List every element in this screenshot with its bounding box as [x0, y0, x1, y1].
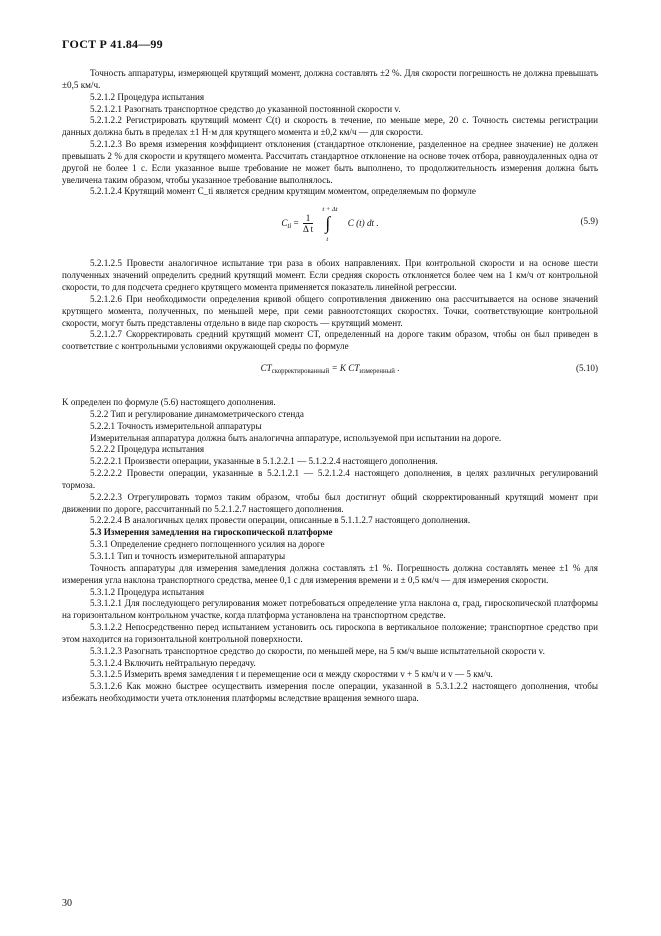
section-heading: 5.2.2.1 Точность измерительной аппаратуры [90, 420, 262, 431]
paragraph: 5.3.1.2.2 Непосредственно перед испытанием установить ось гироскопа в вертикальное положение; транспортное средство при этом находится на горизонтальной контрольной поверхности. [62, 622, 598, 644]
paragraph: Измерительная аппаратура должна быть аналогична аппаратуре, используемой при испытании на дороге. [90, 432, 502, 443]
section-heading: 5.2.2 Тип и регулирование динамометрического стенда [90, 408, 304, 419]
integral-symbol: ∫ [325, 213, 331, 234]
fraction-denominator: Δ t [302, 224, 314, 235]
paragraph: 5.3.1.2.5 Измерить время замедления t и перемещение оси α между скоростями v + 5 км/ч и v — 5 км/ч. [90, 669, 493, 680]
formula-middle: = K CT [331, 363, 360, 374]
formula-number: (5.10) [575, 363, 598, 374]
paragraph: 5.2.1.2.2 Регистрировать крутящий момент C(t) и скорость в течение, по меньше мере, 20 с. Точность системы регистрации данных должна быть в пределах ±1 Н·м для крутящего момента и ±0,2 км/ч — для скорости. [62, 115, 598, 138]
section-heading: 5.2.1.2 Процедура испытания [90, 91, 205, 102]
fraction-numerator: 1 [303, 213, 313, 224]
paragraph: 5.2.1.2.6 При необходимости определения кривой общего сопротивления движению она рассчитывается на основе значений крутящего момента, полученных, по меньшей мере, при семи равноотстоящих скоростях. Точки, соответствующие контрольной скорости, могут быть представлены отдельно в виде пар скорость — крутящий момент. [62, 293, 598, 328]
paragraph: 5.2.2.2.4 В аналогичных целях провести операции, описанные в 5.1.1.2.7 настоящего дополнения. [90, 515, 471, 526]
formula-lhs: CT [260, 363, 272, 374]
document-body [62, 68, 598, 705]
formula-5-10-expression [62, 363, 598, 378]
section-heading: 5.3.1 Определение среднего поглощенного усилия на дороге [90, 539, 325, 550]
formula-5-9 [62, 204, 598, 246]
paragraph: K определен по формуле (5.6) настоящего дополнения. [62, 397, 276, 408]
paragraph: 5.3.1.2.4 Включить нейтральную передачу. [90, 657, 256, 668]
paragraph: 5.3.1.2.1 Для последующего регулирования может потребоваться определение угла наклона α, град, гироскопической платформы на горизонтальном контрольном участке, когда платформа установлена на транспортном средстве. [62, 598, 598, 621]
paragraph: Точность аппаратуры, измеряющей крутящий момент, должна составлять ±2 %. Для скорости погрешность не должна превышать ±0,5 км/ч. [62, 68, 598, 90]
document-header: ГОСТ Р 41.84—99 [62, 37, 163, 51]
page-number: 30 [62, 898, 72, 909]
paragraph: 5.2.1.2.4 Крутящий момент C_ti является средним крутящим моментом, определяемым по формуле [90, 186, 476, 197]
formula-number: (5.9) [580, 216, 598, 227]
formula-5-9-expression [62, 206, 598, 242]
formula-rhs-subscript: измеренный [359, 368, 395, 376]
formula-tail: . [397, 363, 400, 374]
paragraph: 5.2.2.2.1 Произвести операции, указанные в 5.1.2.2.1 — 5.1.2.2.4 настоящего дополнения. [90, 456, 438, 467]
section-heading-bold: 5.3 Измерения замедления на гироскопической платформе [90, 527, 333, 538]
paragraph: 5.2.2.2.3 Отрегулировать тормоз таким образом, чтобы был достигнут общий скорректированный крутящий момент при движении по дороге, рассчитанный по 5.2.1.2.7 настоящего дополнения. [62, 491, 598, 514]
formula-5-10 [62, 361, 598, 387]
formula-lhs-subscript: скорректированный [271, 368, 330, 376]
paragraph: 5.2.1.2.5 Провести аналогичное испытание три раза в обоих направлениях. При контрольной скорости и на основе шести полученных значений определить средний крутящий момент. Если средняя скорость отклоняется более чем на 1 км/ч от контрольной скорости, то для подсчета среднего крутящего момента применяется показатель линейной регрессии. [62, 258, 598, 292]
formula-lhs-subscript: ti [287, 223, 292, 231]
section-heading: 5.3.1.2 Процедура испытания [90, 586, 205, 597]
integral-lower-limit: t [326, 236, 329, 244]
paragraph: Точность аппаратуры для измерения замедления должна составлять ±1 %. Погрешность должна составлять менее ±1 % для измерения угла наклона транспортного средства, менее 0,1 с для измерения времени и ± 0,5 км/ч — для измерения скорости. [62, 562, 598, 585]
formula-lhs: C [281, 218, 288, 229]
paragraph: 5.2.1.2.3 Во время измерения коэффициент отклонения (стандартное отклонение, разделенное на среднее значение) не должен превышать 2 % для скорости и крутящего момента. Рассчитать стандартное отклонение на основе точек отбора, равноудаленных одна от другой не более 1 с. Если указанное выше требование не может быть выполнено, то продолжительность измерения должна быть увеличена таким образом, чтобы указанное требование выполнялось. [62, 139, 598, 185]
paragraph: 5.3.1.2.3 Разогнать транспортное средство до скорости, по меньшей мере, на 5 км/ч выше испытательной скорости v. [90, 645, 545, 656]
formula-fraction [303, 213, 313, 235]
section-heading: 5.2.2.2 Процедура испытания [90, 444, 205, 455]
paragraph: 5.2.1.2.1 Разогнать транспортное средство до указанной постоянной скорости v. [90, 103, 401, 114]
paragraph: 5.2.1.2.7 Скорректировать средний крутящий момент CT, определенный на дороге таким образом, чтобы он был приведен в соответствие с контрольными условиями окружающей среды по формуле [62, 329, 598, 352]
section-heading: 5.3.1.1 Тип и точность измерительной аппаратуры [90, 551, 286, 561]
paragraph: 5.2.2.2.2 Провести операции, указанные в 5.2.1.2.1 — 5.2.1.2.4 настоящего дополнения, в целях различных регулирований тормоза. [62, 468, 598, 490]
integral-sign [320, 206, 342, 242]
formula-integrand: C (t) dt . [347, 218, 379, 229]
paragraph: 5.3.1.2.6 Как можно быстрее осуществить измерения после операции, указанной в 5.3.1.2.2 настоящего дополнения, чтобы избежать необходимости учета отклонения платформы вследствие вращения земного шара. [62, 681, 598, 704]
integral-upper-limit: t + Δt [322, 206, 338, 214]
formula-equals: = [293, 218, 299, 229]
